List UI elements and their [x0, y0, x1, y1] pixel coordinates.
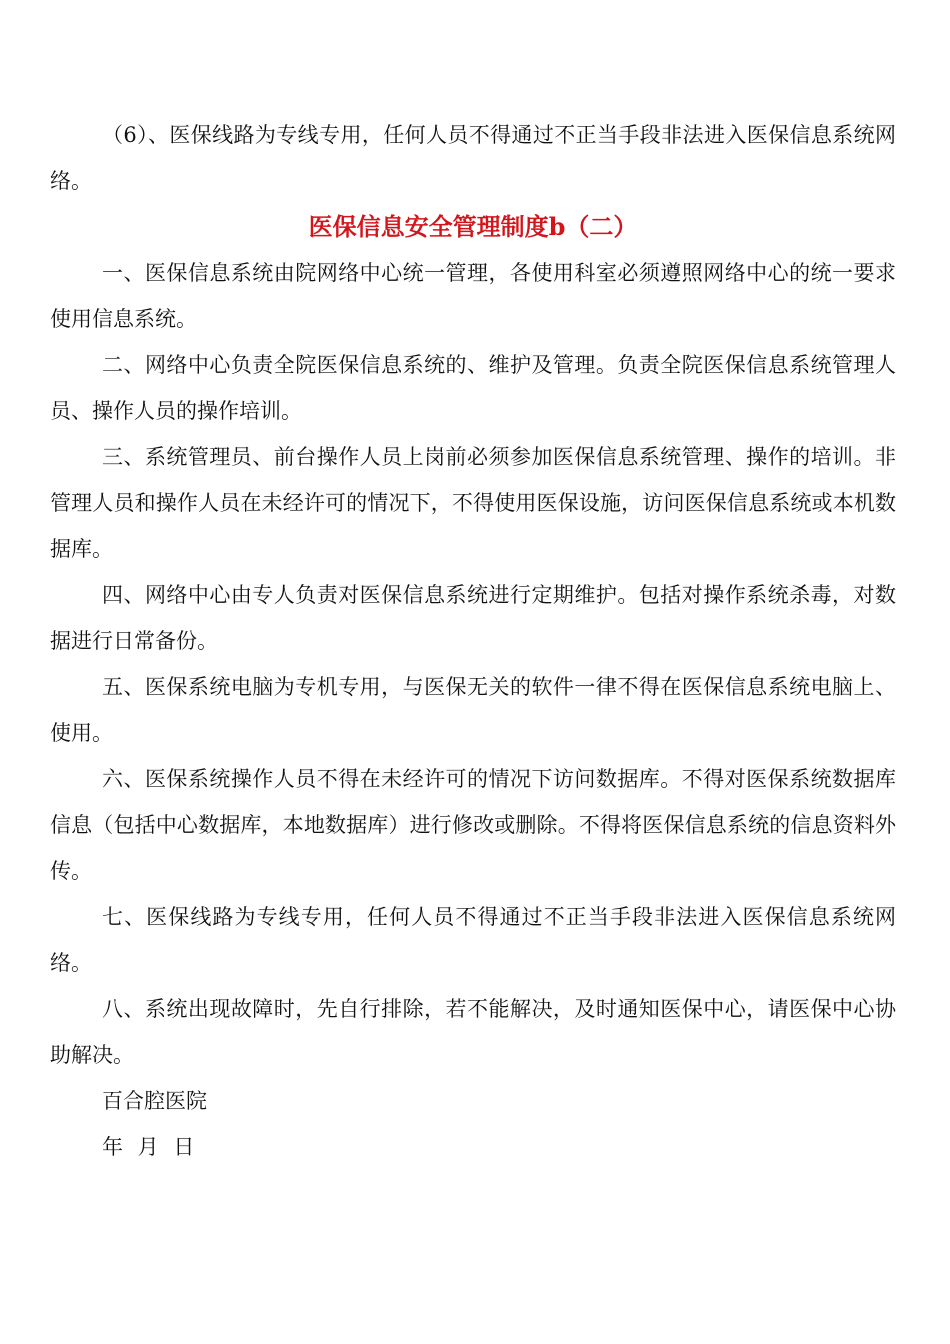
document-page — [50, 112, 896, 1170]
date-line: 年 月 日 — [102, 1135, 199, 1159]
document-title: 医保信息安全管理制度b（二） — [308, 212, 638, 241]
clause-paragraph-1: 一、医保信息系统由院网络中心统一管理，各使用科室必须遵照网络中心的统一要求使用信息系统。 — [50, 261, 896, 331]
clause-paragraph-3: 三、系统管理员、前台操作人员上岗前必须参加医保信息系统管理、操作的培训。非管理人员和操作人员在未经许可的情况下，不得使用医保设施，访问医保信息系统或本机数据库。 — [50, 445, 896, 561]
signature: 百合腔医院 — [102, 1089, 207, 1113]
clause-paragraph-8: 八、系统出现故障时，先自行排除，若不能解决，及时通知医保中心，请医保中心协助解决。 — [50, 997, 896, 1067]
clause-paragraph-2: 二、网络中心负责全院医保信息系统的、维护及管理。负责全院医保信息系统管理人员、操作人员的操作培训。 — [50, 353, 896, 423]
clause-paragraph-4: 四、网络中心由专人负责对医保信息系统进行定期维护。包括对操作系统杀毒，对数据进行日常备份。 — [50, 583, 896, 653]
intro-paragraph: （6）、医保线路为专线专用，任何人员不得通过不正当手段非法进入医保信息系统网络。 — [50, 123, 896, 193]
clause-paragraph-6: 六、医保系统操作人员不得在未经许可的情况下访问数据库。不得对医保系统数据库信息（包括中心数据库，本地数据库）进行修改或删除。不得将医保信息系统的信息资料外传。 — [50, 767, 896, 883]
clause-paragraph-7: 七、医保线路为专线专用，任何人员不得通过不正当手段非法进入医保信息系统网络。 — [50, 905, 896, 975]
clause-paragraph-5: 五、医保系统电脑为专机专用，与医保无关的软件一律不得在医保信息系统电脑上、使用。 — [50, 675, 896, 745]
